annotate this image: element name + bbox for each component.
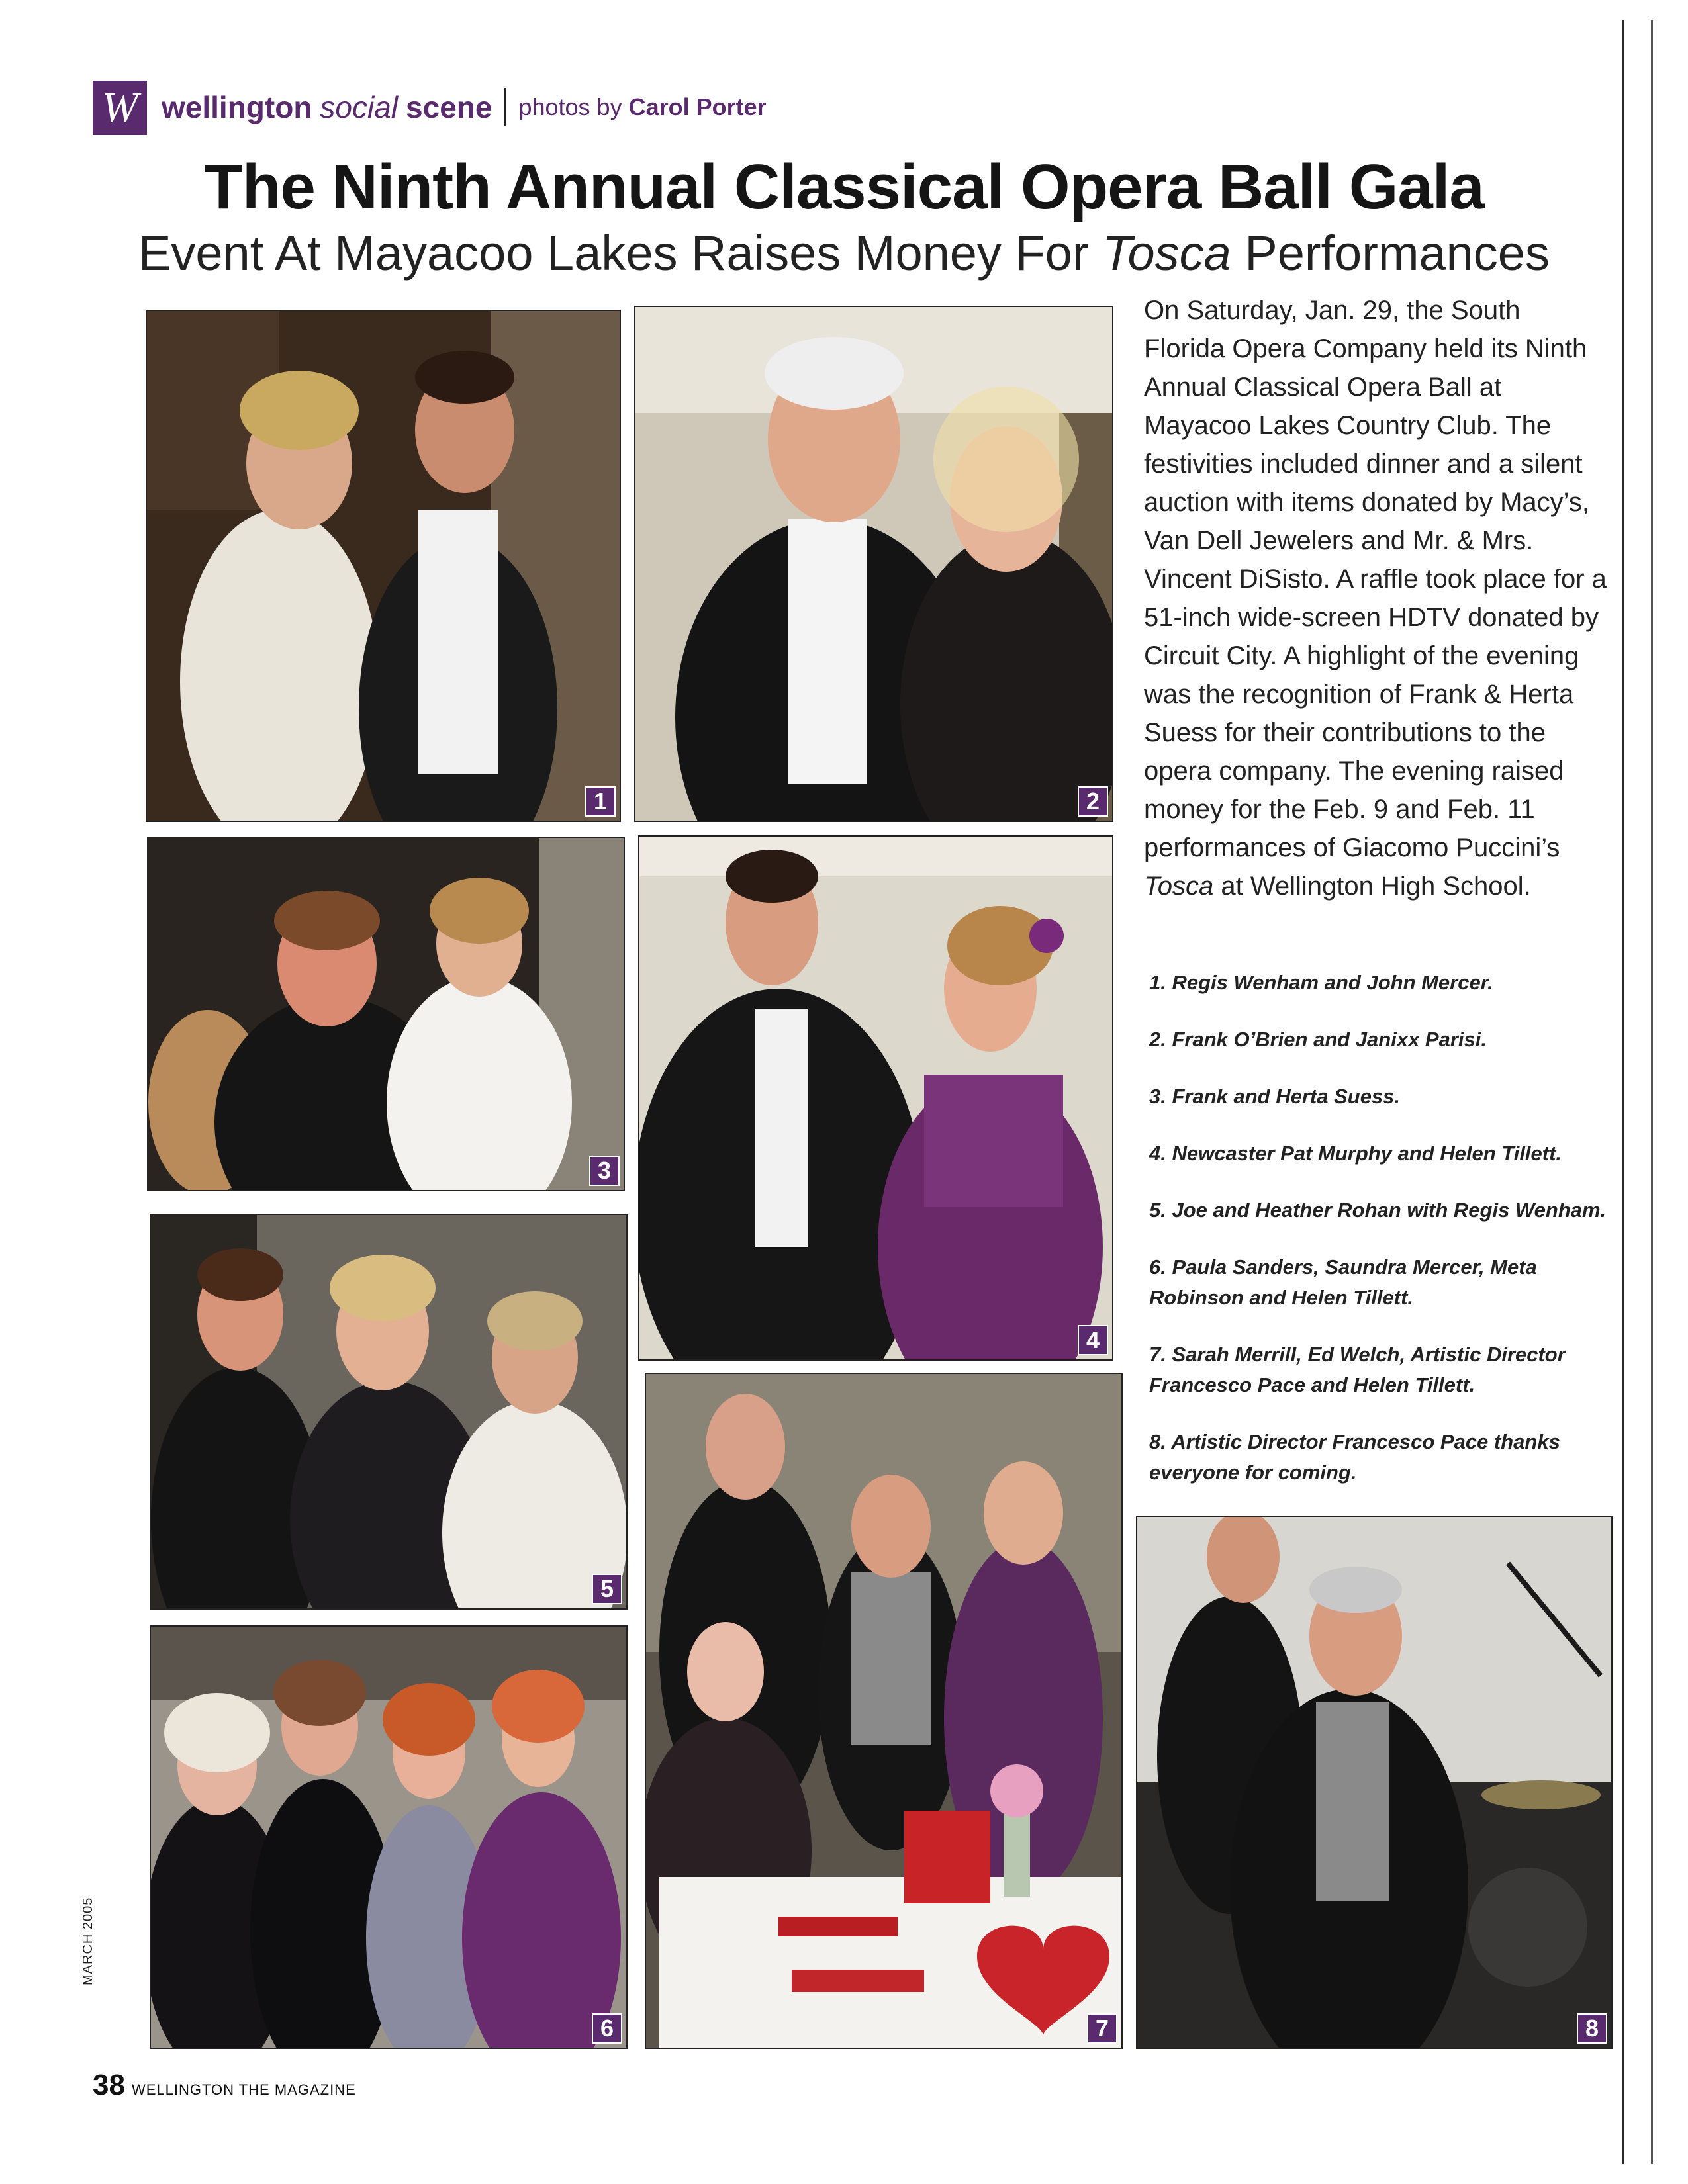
photographer-name: Carol Porter bbox=[628, 93, 767, 120]
photo-number-4: 4 bbox=[1078, 1325, 1108, 1355]
article-text-2: at Wellington High School. bbox=[1213, 872, 1531, 901]
section-divider bbox=[504, 88, 506, 126]
caption-4: 4. Newcaster Pat Murphy and Helen Tillett. bbox=[1149, 1142, 1562, 1165]
caption-5: 5. Joe and Heather Rohan with Regis Wenham. bbox=[1149, 1199, 1607, 1222]
photo-number-1: 1 bbox=[585, 786, 616, 817]
article-subtitle bbox=[0, 225, 1688, 281]
subtitle-before: Event At Mayacoo Lakes Raises Money For bbox=[138, 226, 1103, 281]
photo-number-8: 8 bbox=[1577, 2013, 1607, 2044]
page-edge-line-outer bbox=[1651, 20, 1653, 2164]
photo-number-7: 7 bbox=[1087, 2013, 1117, 2044]
section-name-c: scene bbox=[406, 90, 492, 124]
issue-date: MARCH 2005 bbox=[81, 1897, 95, 1985]
page-edge-line bbox=[1622, 20, 1624, 2164]
caption-1: 1. Regis Wenham and John Mercer. bbox=[1149, 971, 1493, 994]
photo-number-3: 3 bbox=[589, 1156, 620, 1186]
photo-captions bbox=[1149, 968, 1613, 1514]
article-title: The Ninth Annual Classical Opera Ball Gala bbox=[204, 152, 1484, 222]
photo-credit-prefix: photos by bbox=[518, 93, 622, 120]
folio bbox=[93, 2069, 356, 2102]
photo-4 bbox=[638, 835, 1113, 1361]
caption-6: 6. Paula Sanders, Saundra Mercer, Meta Robinson and Helen Tillett. bbox=[1149, 1255, 1537, 1309]
caption-2: 2. Frank O’Brien and Janixx Parisi. bbox=[1149, 1028, 1487, 1051]
logo-letter: W bbox=[101, 83, 138, 132]
section-name-a: wellington bbox=[162, 90, 312, 124]
photo-6 bbox=[150, 1625, 628, 2049]
caption-3: 3. Frank and Herta Suess. bbox=[1149, 1085, 1401, 1108]
article-text-italic: Tosca bbox=[1144, 872, 1214, 901]
photo-1 bbox=[146, 310, 621, 822]
photo-7 bbox=[645, 1373, 1123, 2049]
article-body bbox=[1144, 291, 1607, 905]
photo-number-2: 2 bbox=[1078, 786, 1108, 817]
magazine-logo bbox=[93, 81, 147, 135]
photo-number-5: 5 bbox=[592, 1574, 622, 1604]
section-header bbox=[162, 87, 767, 127]
page-number: 38 bbox=[93, 2069, 125, 2101]
subtitle-after: Performances bbox=[1231, 226, 1550, 281]
photo-2 bbox=[634, 306, 1113, 822]
photo-5 bbox=[150, 1214, 628, 1610]
section-name-b: social bbox=[320, 90, 399, 124]
caption-7: 7. Sarah Merrill, Ed Welch, Artistic Director Francesco Pace and Helen Tillett. bbox=[1149, 1343, 1566, 1396]
photo-3 bbox=[147, 837, 625, 1191]
photo-8 bbox=[1136, 1516, 1613, 2049]
caption-8: 8. Artistic Director Francesco Pace thanks everyone for coming. bbox=[1149, 1430, 1560, 1484]
subtitle-italic: Tosca bbox=[1102, 226, 1231, 281]
article-text-1: On Saturday, Jan. 29, the South Florida Opera Company held its Ninth Annual Classical Opera Ball at Mayacoo Lakes Country Club. The festivities included dinner and a silent auction with items donated by Macy’s, Van Dell Jewelers and Mr. & Mrs. Vincent DiSisto. A raffle took place for a 51-inch wide-screen HDTV donated by Circuit City. A highlight of the evening was the recognition of Frank & Herta Suess for their contributions to the opera company. The evening raised money for the Feb. 9 and Feb. 11 performances of Giacomo Puccini’s bbox=[1144, 296, 1607, 862]
magazine-name: WELLINGTON THE MAGAZINE bbox=[131, 2081, 356, 2098]
photo-number-6: 6 bbox=[592, 2013, 622, 2044]
